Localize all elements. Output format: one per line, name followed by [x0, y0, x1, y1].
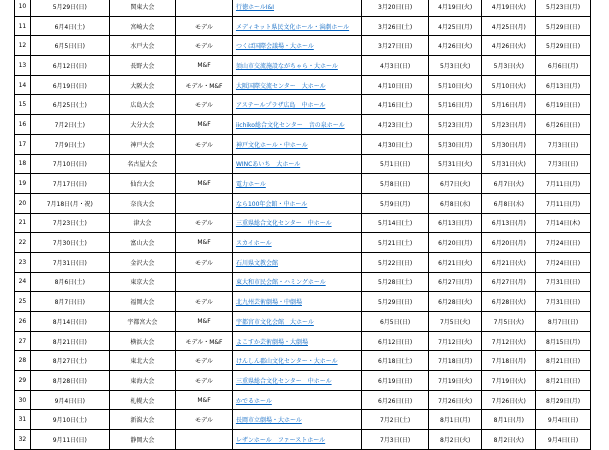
cell-date-4: 7月3日(日): [536, 134, 591, 154]
cell-date-3: 6月21日(火): [482, 252, 536, 272]
table-row: [15, 115, 591, 135]
cell-event-date: 8月7日(日): [30, 292, 109, 312]
cell-event-name: 宇都宮大会: [109, 312, 175, 332]
cell-no: 28: [15, 351, 31, 371]
cell-event-date: 7月23日(土): [30, 213, 109, 233]
cell-date-4: 7月24日(日): [536, 252, 591, 272]
cell-category: モデル・M&F: [176, 331, 233, 351]
cell-category: [176, 154, 233, 174]
table-row: [15, 233, 591, 253]
cell-date-2: 8月1日(月): [428, 410, 482, 430]
cell-date-3: 4月25日(月): [482, 16, 536, 36]
cell-date-4: 7月11日(月): [536, 174, 591, 194]
cell-venue-link[interactable]: 大阪国際交流センター 大ホール: [232, 75, 362, 95]
cell-no: 13: [15, 56, 31, 76]
cell-category: モデル: [176, 351, 233, 371]
cell-venue-link[interactable]: よこすか芸術劇場・大劇場: [232, 331, 362, 351]
cell-no: 25: [15, 292, 31, 312]
cell-event-name: 福岡大会: [109, 292, 175, 312]
cell-event-name: 奈良大会: [109, 193, 175, 213]
cell-date-3: 7月19日(火): [482, 371, 536, 391]
cell-date-4: 5月29日(日): [536, 16, 591, 36]
cell-date-2: 6月13日(月): [428, 213, 482, 233]
cell-no: 18: [15, 154, 31, 174]
cell-date-1: 5月29日(日): [362, 292, 428, 312]
cell-category: M&F: [176, 115, 233, 135]
cell-date-4: 7月11日(月): [536, 193, 591, 213]
cell-date-3: 7月12日(火): [482, 331, 536, 351]
cell-event-name: 大阪大会: [109, 75, 175, 95]
cell-no: 16: [15, 115, 31, 135]
cell-venue-link[interactable]: 石川県文教会館: [232, 252, 362, 272]
cell-category: モデル: [176, 410, 233, 430]
cell-event-name: 富山大会: [109, 233, 175, 253]
cell-date-3: 6月7日(火): [482, 174, 536, 194]
cell-category: M&F: [176, 312, 233, 332]
cell-date-2: 5月23日(月): [428, 115, 482, 135]
cell-event-date: 7月31日(日): [30, 252, 109, 272]
cell-event-name: 関東大会: [109, 0, 175, 16]
cell-no: 22: [15, 233, 31, 253]
cell-date-2: 7月19日(火): [428, 371, 482, 391]
table-row: [15, 410, 591, 430]
cell-date-4: 8月7日(日): [536, 312, 591, 332]
cell-event-date: 8月14日(日): [30, 312, 109, 332]
table-row: [15, 351, 591, 371]
cell-event-name: 東海大会: [109, 371, 175, 391]
cell-no: 21: [15, 213, 31, 233]
cell-date-1: 6月19日(日): [362, 371, 428, 391]
cell-date-2: 4月19日(火): [428, 0, 482, 16]
cell-date-4: 5月29日(日): [536, 36, 591, 56]
cell-event-name: 金沢大会: [109, 252, 175, 272]
table-row: [15, 134, 591, 154]
cell-date-4: 7月24日(日): [536, 233, 591, 253]
cell-venue-link[interactable]: 電力ホール: [232, 174, 362, 194]
cell-date-2: 4月25日(月): [428, 16, 482, 36]
cell-category: [176, 0, 233, 16]
cell-date-3: 5月10日(火): [482, 75, 536, 95]
cell-date-1: 5月22日(日): [362, 252, 428, 272]
cell-event-date: 7月10日(日): [30, 154, 109, 174]
cell-category: モデル: [176, 252, 233, 272]
cell-event-date: 6月19日(日): [30, 75, 109, 95]
cell-date-3: 6月20日(月): [482, 233, 536, 253]
cell-date-2: 6月20日(月): [428, 233, 482, 253]
cell-date-4: 7月3日(日): [536, 154, 591, 174]
cell-category: モデル: [176, 95, 233, 115]
cell-venue-link[interactable]: 三重県総合文化センター 中ホール: [232, 213, 362, 233]
table-row: [15, 371, 591, 391]
table-row: [15, 36, 591, 56]
cell-date-2: 5月16日(月): [428, 95, 482, 115]
cell-event-name: 宮崎大会: [109, 16, 175, 36]
cell-date-3: 8月2日(火): [482, 430, 536, 450]
cell-event-name: 東京大会: [109, 272, 175, 292]
cell-venue-link[interactable]: つくば国際会議場・大ホール: [232, 36, 362, 56]
cell-date-2: 7月12日(火): [428, 331, 482, 351]
cell-venue-link[interactable]: 須山市交流施設ながちゃら・大ホール: [232, 56, 362, 76]
table-row: [15, 16, 591, 36]
cell-venue-link[interactable]: 長岡市立劇場・大ホール: [232, 410, 362, 430]
cell-event-name: 神戸大会: [109, 134, 175, 154]
cell-event-date: 8月21日(日): [30, 331, 109, 351]
table-row: [15, 56, 591, 76]
cell-date-2: 6月27日(月): [428, 272, 482, 292]
cell-no: 10: [15, 0, 31, 16]
cell-event-name: 札幌大会: [109, 390, 175, 410]
cell-category: M&F: [176, 233, 233, 253]
cell-event-name: 東北大会: [109, 351, 175, 371]
cell-date-3: 7月26日(火): [482, 390, 536, 410]
cell-date-4: 6月6日(月): [536, 56, 591, 76]
cell-date-3: 4月19日(火): [482, 0, 536, 16]
cell-event-name: 仙台大会: [109, 174, 175, 194]
cell-date-1: 5月14日(土): [362, 213, 428, 233]
cell-date-4: 8月29日(月): [536, 390, 591, 410]
cell-date-1: 3月20日(日): [362, 0, 428, 16]
cell-category: [176, 193, 233, 213]
table-row: [15, 174, 591, 194]
table-row: [15, 272, 591, 292]
cell-date-4: 7月31日(日): [536, 272, 591, 292]
cell-venue-link[interactable]: 宇都宮市文化会館 大ホール: [232, 312, 362, 332]
cell-event-date: 7月30日(土): [30, 233, 109, 253]
cell-date-3: 5月23日(月): [482, 115, 536, 135]
cell-event-name: 静岡大会: [109, 430, 175, 450]
cell-date-3: 5月30日(月): [482, 134, 536, 154]
cell-no: 19: [15, 174, 31, 194]
cell-date-2: 7月26日(火): [428, 390, 482, 410]
cell-event-date: 5月29日(日): [30, 0, 109, 16]
cell-no: 17: [15, 134, 31, 154]
cell-no: 23: [15, 252, 31, 272]
cell-date-1: 3月26日(土): [362, 16, 428, 36]
cell-date-4: 5月23日(月): [536, 0, 591, 16]
cell-no: 27: [15, 331, 31, 351]
cell-date-3: 7月18日(月): [482, 351, 536, 371]
cell-event-name: 広島大会: [109, 95, 175, 115]
cell-category: M&F: [176, 174, 233, 194]
cell-date-4: 8月15日(月): [536, 331, 591, 351]
cell-no: 29: [15, 371, 31, 391]
cell-event-name: 新潟大会: [109, 410, 175, 430]
cell-category: モデル・M&F: [176, 75, 233, 95]
cell-date-2: 6月21日(火): [428, 252, 482, 272]
schedule-rows: [15, 0, 591, 449]
cell-no: 30: [15, 390, 31, 410]
cell-event-date: 6月4日(土): [30, 16, 109, 36]
cell-date-3: 6月28日(火): [482, 292, 536, 312]
cell-date-2: 4月26日(火): [428, 36, 482, 56]
cell-date-1: 6月26日(日): [362, 390, 428, 410]
table-row: [15, 430, 591, 450]
cell-date-3: 6月8日(水): [482, 193, 536, 213]
cell-date-4: 6月19日(日): [536, 95, 591, 115]
cell-date-2: 6月7日(火): [428, 174, 482, 194]
schedule-table: [14, 0, 591, 450]
cell-event-name: 横浜大会: [109, 331, 175, 351]
cell-no: 32: [15, 430, 31, 450]
cell-category: モデル: [176, 213, 233, 233]
cell-date-3: 5月16日(月): [482, 95, 536, 115]
cell-venue-link[interactable]: 行徳ホールI&I: [232, 0, 362, 16]
cell-venue-link[interactable]: かでるホール: [232, 390, 362, 410]
cell-date-4: 7月14日(木): [536, 213, 591, 233]
cell-no: 11: [15, 16, 31, 36]
cell-date-1: 5月9日(月): [362, 193, 428, 213]
cell-date-3: 5月3日(火): [482, 56, 536, 76]
cell-category: モデル: [176, 16, 233, 36]
cell-event-date: 6月12日(日): [30, 56, 109, 76]
cell-date-4: 6月13日(月): [536, 75, 591, 95]
cell-venue-link[interactable]: WINCあいち 大ホール: [232, 154, 362, 174]
cell-event-date: 7月2日(土): [30, 115, 109, 135]
cell-date-2: 5月10日(火): [428, 75, 482, 95]
cell-date-4: 9月4日(日): [536, 410, 591, 430]
cell-event-date: 7月17日(日): [30, 174, 109, 194]
table-row: [15, 75, 591, 95]
cell-venue-link[interactable]: レザンホール ファーストホール: [232, 430, 362, 450]
cell-event-name: 長野大会: [109, 56, 175, 76]
cell-date-4: 8月21日(日): [536, 351, 591, 371]
cell-date-1: 5月8日(日): [362, 174, 428, 194]
cell-event-date: 9月4日(日): [30, 390, 109, 410]
cell-date-2: 5月31日(火): [428, 154, 482, 174]
cell-no: 24: [15, 272, 31, 292]
cell-date-2: 7月18日(月): [428, 351, 482, 371]
cell-date-2: 6月8日(水): [428, 193, 482, 213]
cell-event-date: 6月25日(土): [30, 95, 109, 115]
table-row: [15, 0, 591, 16]
cell-date-1: 5月28日(土): [362, 272, 428, 292]
table-row: [15, 292, 591, 312]
table-row: [15, 154, 591, 174]
cell-date-1: 4月3日(日): [362, 56, 428, 76]
cell-date-4: 8月21日(日): [536, 371, 591, 391]
cell-venue-link[interactable]: iichiko総合文化センター 音の泉ホール: [232, 115, 362, 135]
cell-date-3: 8月1日(月): [482, 410, 536, 430]
cell-date-1: 6月12日(日): [362, 331, 428, 351]
cell-category: [176, 430, 233, 450]
cell-date-3: 4月26日(火): [482, 36, 536, 56]
cell-date-2: 8月2日(火): [428, 430, 482, 450]
cell-category: モデル: [176, 134, 233, 154]
cell-date-3: 5月31日(火): [482, 154, 536, 174]
cell-venue-link[interactable]: メディキット県民文化ホール・演劇ホール: [232, 16, 362, 36]
cell-date-1: 4月30日(土): [362, 134, 428, 154]
cell-event-name: 名古屋大会: [109, 154, 175, 174]
cell-venue-link[interactable]: 三重県総合文化センター 中ホール: [232, 371, 362, 391]
cell-date-1: 4月16日(土): [362, 95, 428, 115]
table-row: [15, 331, 591, 351]
table-row: [15, 390, 591, 410]
cell-venue-link[interactable]: スカイホール: [232, 233, 362, 253]
cell-date-1: 6月18日(土): [362, 351, 428, 371]
cell-date-2: 6月28日(火): [428, 292, 482, 312]
cell-category: [176, 272, 233, 292]
cell-venue-link[interactable]: けんしん郡山文化センター・大ホール: [232, 351, 362, 371]
table-row: [15, 95, 591, 115]
cell-no: 15: [15, 95, 31, 115]
cell-date-1: 4月10日(日): [362, 75, 428, 95]
table-row: [15, 312, 591, 332]
cell-date-3: 7月5日(火): [482, 312, 536, 332]
cell-date-1: 7月3日(日): [362, 430, 428, 450]
cell-category: モデル: [176, 292, 233, 312]
cell-date-1: 7月2日(土): [362, 410, 428, 430]
cell-event-date: 6月5日(日): [30, 36, 109, 56]
cell-event-name: 津大会: [109, 213, 175, 233]
cell-date-1: 5月21日(土): [362, 233, 428, 253]
table-row: [15, 193, 591, 213]
cell-venue-link[interactable]: なら100年会館・中ホール: [232, 193, 362, 213]
cell-date-2: 7月5日(火): [428, 312, 482, 332]
cell-category: M&F: [176, 390, 233, 410]
cell-no: 20: [15, 193, 31, 213]
cell-date-1: 5月1日(日): [362, 154, 428, 174]
cell-date-4: 7月31日(日): [536, 292, 591, 312]
cell-event-date: 9月10日(土): [30, 410, 109, 430]
cell-date-1: 4月23日(土): [362, 115, 428, 135]
cell-no: 26: [15, 312, 31, 332]
cell-venue-link[interactable]: 東大和市民会館・ハミングホール: [232, 272, 362, 292]
cell-venue-link[interactable]: アステールプラザ広島 中ホール: [232, 95, 362, 115]
cell-date-2: 5月3日(火): [428, 56, 482, 76]
cell-event-date: 7月18日(月・祝): [30, 193, 109, 213]
cell-event-date: 8月28日(日): [30, 371, 109, 391]
table-row: [15, 213, 591, 233]
cell-no: 12: [15, 36, 31, 56]
cell-event-date: 7月9日(土): [30, 134, 109, 154]
cell-event-name: 水戸大会: [109, 36, 175, 56]
cell-category: モデル: [176, 371, 233, 391]
cell-date-3: 6月13日(月): [482, 213, 536, 233]
cell-no: 31: [15, 410, 31, 430]
cell-date-1: 6月5日(日): [362, 312, 428, 332]
table-row: [15, 252, 591, 272]
cell-venue-link[interactable]: 神戸文化ホール・中ホール: [232, 134, 362, 154]
cell-event-date: 9月11日(日): [30, 430, 109, 450]
cell-date-4: 9月4日(日): [536, 430, 591, 450]
cell-date-2: 5月30日(月): [428, 134, 482, 154]
cell-date-1: 3月27日(日): [362, 36, 428, 56]
cell-category: M&F: [176, 56, 233, 76]
cell-date-3: 6月27日(月): [482, 272, 536, 292]
cell-date-4: 6月26日(日): [536, 115, 591, 135]
cell-no: 14: [15, 75, 31, 95]
cell-venue-link[interactable]: 北九州芸術劇場・中劇場: [232, 292, 362, 312]
cell-event-date: 8月27日(土): [30, 351, 109, 371]
cell-event-name: 大分大会: [109, 115, 175, 135]
cell-category: モデル: [176, 36, 233, 56]
cell-event-date: 8月6日(土): [30, 272, 109, 292]
